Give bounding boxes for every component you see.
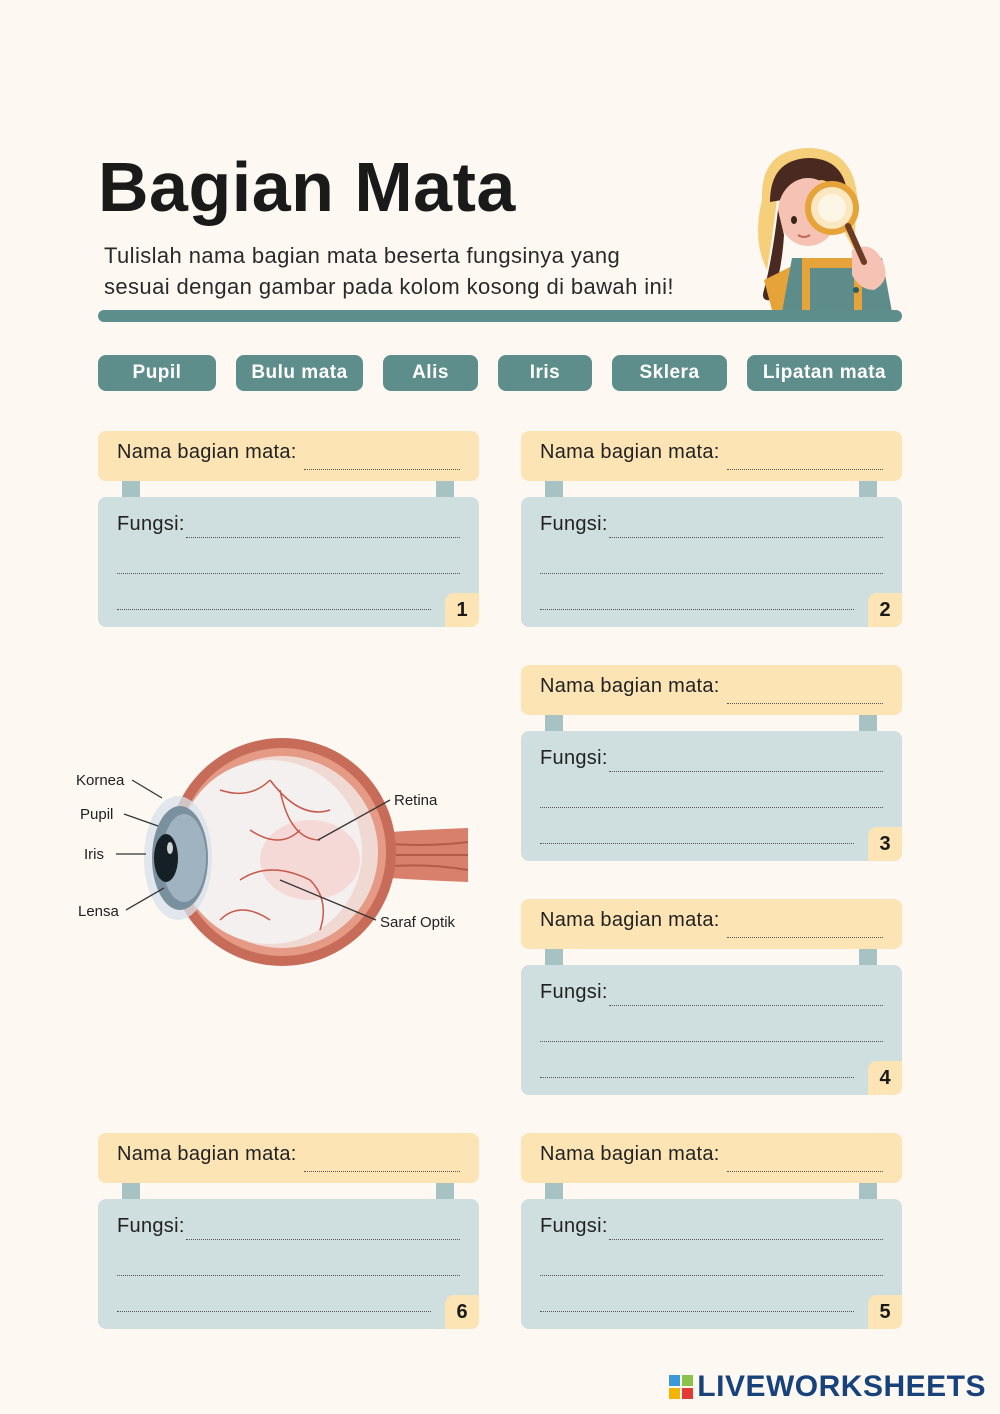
connector-post (859, 949, 877, 965)
brand-name: LIVEWORKSHEETS (697, 1370, 986, 1403)
card-number-badge: 1 (445, 593, 479, 627)
function-input-line-1[interactable] (609, 753, 883, 772)
word-chip-bulu-mata[interactable]: Bulu mata (236, 355, 363, 391)
name-box (98, 1133, 479, 1183)
function-box (98, 497, 479, 627)
connector-post (122, 1183, 140, 1199)
card-number-badge: 3 (868, 827, 902, 861)
answer-card-6 (98, 1133, 479, 1329)
name-label: Nama bagian mata: (117, 441, 297, 463)
label-lensa: Lensa (78, 903, 119, 920)
name-box (98, 431, 479, 481)
name-input[interactable] (727, 447, 883, 470)
function-input-line-2[interactable] (117, 555, 460, 574)
answer-card-5 (521, 1133, 902, 1329)
word-chip-iris[interactable]: Iris (498, 355, 592, 391)
word-chip-pupil[interactable]: Pupil (98, 355, 216, 391)
name-label: Nama bagian mata: (540, 909, 720, 931)
connector-post (545, 715, 563, 731)
eye-anatomy-diagram (70, 730, 480, 990)
name-input[interactable] (727, 915, 883, 938)
answer-card-4 (521, 899, 902, 1095)
function-box (521, 965, 902, 1095)
connector-post (545, 949, 563, 965)
function-input-line-2[interactable] (540, 1257, 883, 1276)
connector-post (859, 481, 877, 497)
name-label: Nama bagian mata: (540, 441, 720, 463)
card-number-badge: 6 (445, 1295, 479, 1329)
function-input-line-1[interactable] (186, 519, 460, 538)
answer-card-3 (521, 665, 902, 861)
function-input-line-1[interactable] (609, 1221, 883, 1240)
name-input[interactable] (727, 1149, 883, 1172)
function-input-line-2[interactable] (540, 789, 883, 808)
function-input-line-3[interactable] (117, 591, 431, 610)
function-label: Fungsi: (540, 1215, 608, 1237)
label-iris: Iris (84, 846, 104, 863)
pupil-shape (154, 834, 178, 882)
function-input-line-3[interactable] (540, 825, 854, 844)
card-number-badge: 4 (868, 1061, 902, 1095)
card-number-badge: 5 (868, 1295, 902, 1329)
connector-post (122, 481, 140, 497)
function-input-line-1[interactable] (609, 987, 883, 1006)
function-input-line-3[interactable] (540, 1293, 854, 1312)
name-box (521, 431, 902, 481)
name-input[interactable] (304, 447, 460, 470)
function-label: Fungsi: (540, 981, 608, 1003)
connector-post (545, 481, 563, 497)
name-label: Nama bagian mata: (540, 1143, 720, 1165)
name-box (521, 665, 902, 715)
connector-post (436, 481, 454, 497)
liveworksheets-logo[interactable] (669, 1370, 986, 1404)
label-saraf-optik: Saraf Optik (380, 914, 456, 931)
label-kornea: Kornea (76, 772, 125, 789)
function-box (98, 1199, 479, 1329)
live-logo-icon (669, 1375, 693, 1399)
function-box (521, 731, 902, 861)
label-pupil: Pupil (80, 806, 114, 823)
function-input-line-1[interactable] (609, 519, 883, 538)
name-input[interactable] (304, 1149, 460, 1172)
name-box (521, 1133, 902, 1183)
connector-post (859, 1183, 877, 1199)
label-retina: Retina (394, 792, 438, 809)
card-number-badge: 2 (868, 593, 902, 627)
name-label: Nama bagian mata: (540, 675, 720, 697)
function-label: Fungsi: (117, 1215, 185, 1237)
function-label: Fungsi: (540, 747, 608, 769)
function-input-line-1[interactable] (186, 1221, 460, 1240)
function-label: Fungsi: (117, 513, 185, 535)
instruction-line-2: sesuai dengan gambar pada kolom kosong di bawah ini! (104, 274, 674, 299)
word-chip-sklera[interactable]: Sklera (612, 355, 727, 391)
function-input-line-3[interactable] (540, 1059, 854, 1078)
instruction-line-1: Tulislah nama bagian mata beserta fungsinya yang (104, 243, 621, 268)
name-label: Nama bagian mata: (117, 1143, 297, 1165)
function-input-line-3[interactable] (117, 1293, 431, 1312)
function-label: Fungsi: (540, 513, 608, 535)
header-divider (98, 310, 902, 322)
function-box (521, 1199, 902, 1329)
connector-post (436, 1183, 454, 1199)
name-input[interactable] (727, 681, 883, 704)
page-title: Bagian Mata (98, 148, 516, 226)
function-input-line-2[interactable] (117, 1257, 460, 1276)
function-input-line-3[interactable] (540, 591, 854, 610)
function-box (521, 497, 902, 627)
connector-post (859, 715, 877, 731)
word-chip-lipatan-mata[interactable]: Lipatan mata (747, 355, 902, 391)
connector-post (545, 1183, 563, 1199)
name-box (521, 899, 902, 949)
answer-card-2 (521, 431, 902, 627)
girl-magnifier-illustration (742, 140, 912, 315)
function-input-line-2[interactable] (540, 555, 883, 574)
instructions (104, 240, 674, 302)
answer-card-1 (98, 431, 479, 627)
function-input-line-2[interactable] (540, 1023, 883, 1042)
word-chip-alis[interactable]: Alis (383, 355, 478, 391)
